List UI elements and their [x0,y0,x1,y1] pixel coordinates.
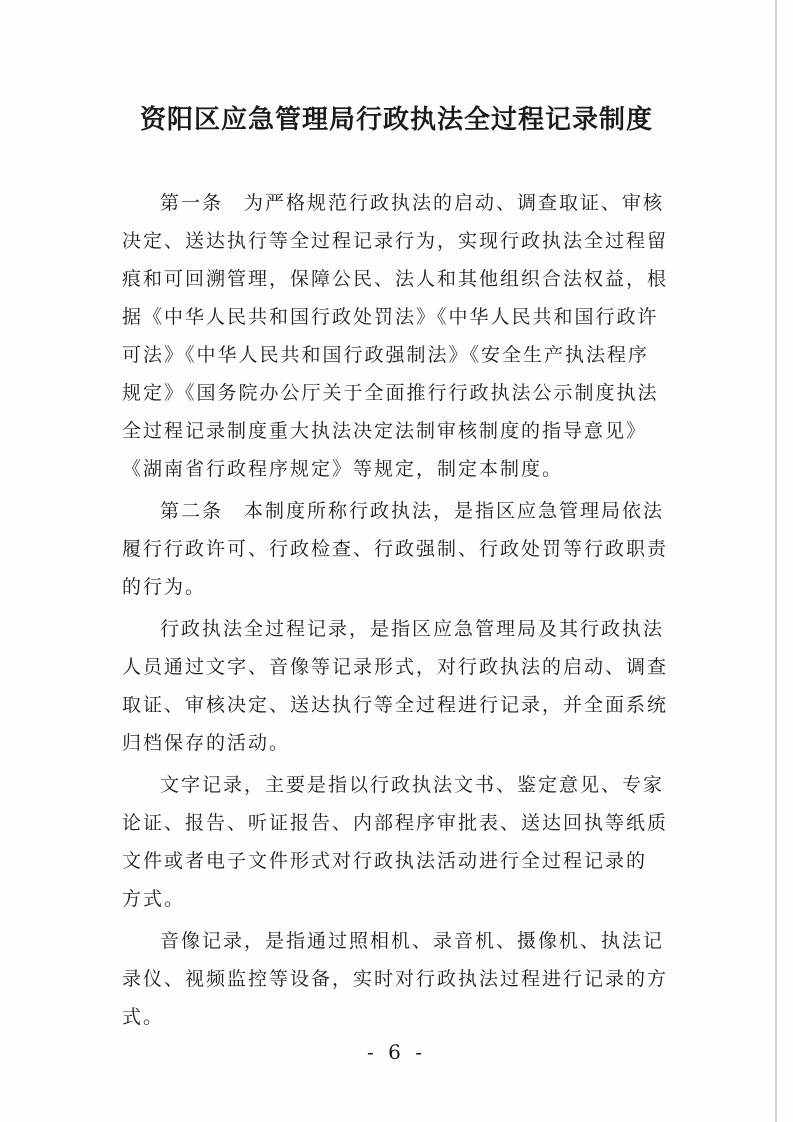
text-line: 式。 [122,1006,165,1028]
text-line: 论证、报告、听证报告、内部程序审批表、送达回执等纸质 [122,812,669,834]
document-body [122,184,670,1040]
text-line: 文字记录，主要是指以行政执法文书、鉴定意见、专家 [160,774,665,796]
text-line: 痕和可回溯管理，保障公民、法人和其他组织合法权益，根 [122,268,669,290]
text-line: 取证、审核决定、送达执行等全过程进行记录，并全面系统 [122,694,669,716]
text-line: 音像记录，是指通过照相机、录音机、摄像机、执法记 [160,930,665,952]
paragraph-text-record [122,766,670,918]
text-line: 可法》《中华人民共和国行政强制法》《安全生产执法程序 [122,344,650,366]
text-line: 人员通过文字、音像等记录形式，对行政执法的启动、调查 [122,656,669,678]
text-line: 全过程记录制度重大执法决定法制审核制度的指导意见》 [122,420,648,442]
text-line: 文件或者电子文件形式对行政执法活动进行全过程记录的 [122,850,648,872]
text-line: 方式。 [122,888,186,910]
paragraph-full-process-record [122,610,670,762]
scan-edge-line [775,0,777,1122]
paragraph-article-1 [122,184,670,488]
text-line: 履行行政许可、行政检查、行政强制、行政处罚等行政职责 [122,538,669,560]
page-number: - 6 - [367,1040,426,1064]
text-line: 行政执法全过程记录，是指区应急管理局及其行政执法 [160,618,665,640]
text-line: 决定、送达执行等全过程记录行为，实现行政执法全过程留 [122,230,669,252]
text-line: 第二条 本制度所称行政执法，是指区应急管理局依法 [160,500,665,522]
text-line: 第一条 为严格规范行政执法的启动、调查取证、审核 [160,192,665,214]
text-line: 规定》《国务院办公厅关于全面推行行政执法公示制度执法 [122,382,659,404]
paragraph-av-record [122,922,670,1036]
document-title: 资阳区应急管理局行政执法全过程记录制度 [139,105,653,135]
paragraph-article-2 [122,492,670,606]
text-line: 的行为。 [122,576,207,598]
text-line: 归档保存的活动。 [122,732,291,754]
text-line: 《湖南省行政程序规定》等规定，制定本制度。 [122,458,564,480]
text-line: 据《中华人民共和国行政处罚法》《中华人民共和国行政许 [122,306,659,328]
text-line: 录仪、视频监控等设备，实时对行政执法过程进行记录的方 [122,968,669,990]
